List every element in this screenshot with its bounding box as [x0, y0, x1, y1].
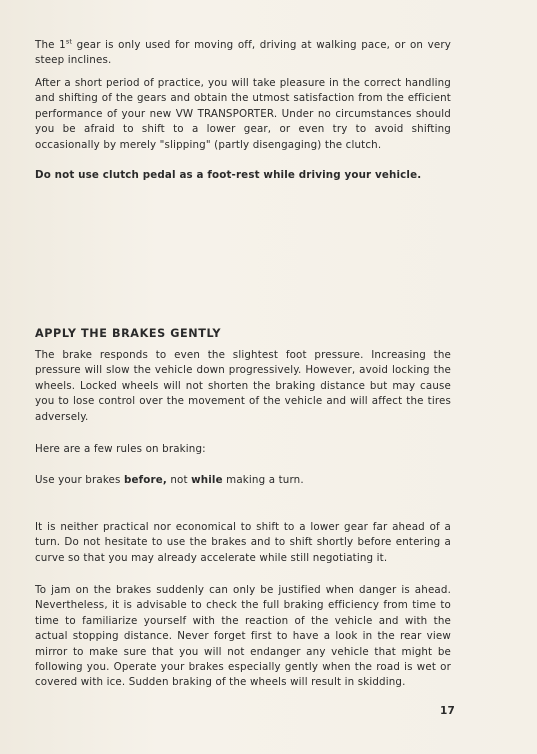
rule-text-end: making a turn.: [222, 474, 304, 486]
gear-shifting-paragraph: After a short period of practice, you will take pleasure in the correct handling and shifting of the gears and obtain the utmost satisfaction from the efficient performance of your new VW TRANSPORTER. Under no circumstances should you be afraid to shift to a lower gear, or even try to avoid shifting occasionally by merely "slipping" (partly disengaging) the clutch.: [35, 77, 451, 151]
first-gear-text-end: gear is only used for moving off, driving at walking pace, or on very steep inclines.: [35, 39, 451, 67]
brake-response-paragraph: The brake responds to even the slightest foot pressure. Increasing the pressure will slow the vehicle down progressively. However, avoid locking the wheels. Locked wheels will not shorten the braking distance but may cause you to lose control over the movement of the vehicle and will affect the tires adversely.: [35, 349, 451, 423]
rule-emphasis-while: while: [191, 474, 223, 486]
braking-rule-turn: [35, 473, 451, 488]
first-gear-text-start: The 1: [35, 39, 66, 51]
sudden-braking-paragraph: To jam on the brakes suddenly can only be justified when danger is ahead. Nevertheless, it is advisable to check the full braking efficiency from time to time to familiarize yourself with the reaction of the vehicle and with the actual stopping distance. Never forget first to have a look in the rear view mirror to make sure that you will not endanger any vehicle that might be following you. Operate your brakes especially gently when the road is wet or covered with ice. Sudden braking of the wheels will result in skidding.: [35, 584, 451, 689]
rule-text-start: Use your brakes: [35, 474, 124, 486]
clutch-warning: Do not use clutch pedal as a foot-rest while driving your vehicle.: [35, 169, 422, 181]
braking-rules-intro: Here are a few rules on braking:: [35, 443, 206, 455]
page-number: 17: [440, 705, 455, 717]
first-gear-paragraph: [35, 38, 451, 69]
downshift-paragraph: It is neither practical nor economical to shift to a lower gear far ahead of a turn. Do not hesitate to use the brakes and to shift shortly before entering a curve so that you may already accelerate while still negotiating it.: [35, 521, 451, 564]
rule-emphasis-before: before,: [123, 474, 167, 486]
ordinal-superscript: st: [65, 37, 73, 46]
section-heading: APPLY THE BRAKES GENTLY: [35, 327, 222, 340]
rule-text-middle: not: [166, 474, 192, 486]
